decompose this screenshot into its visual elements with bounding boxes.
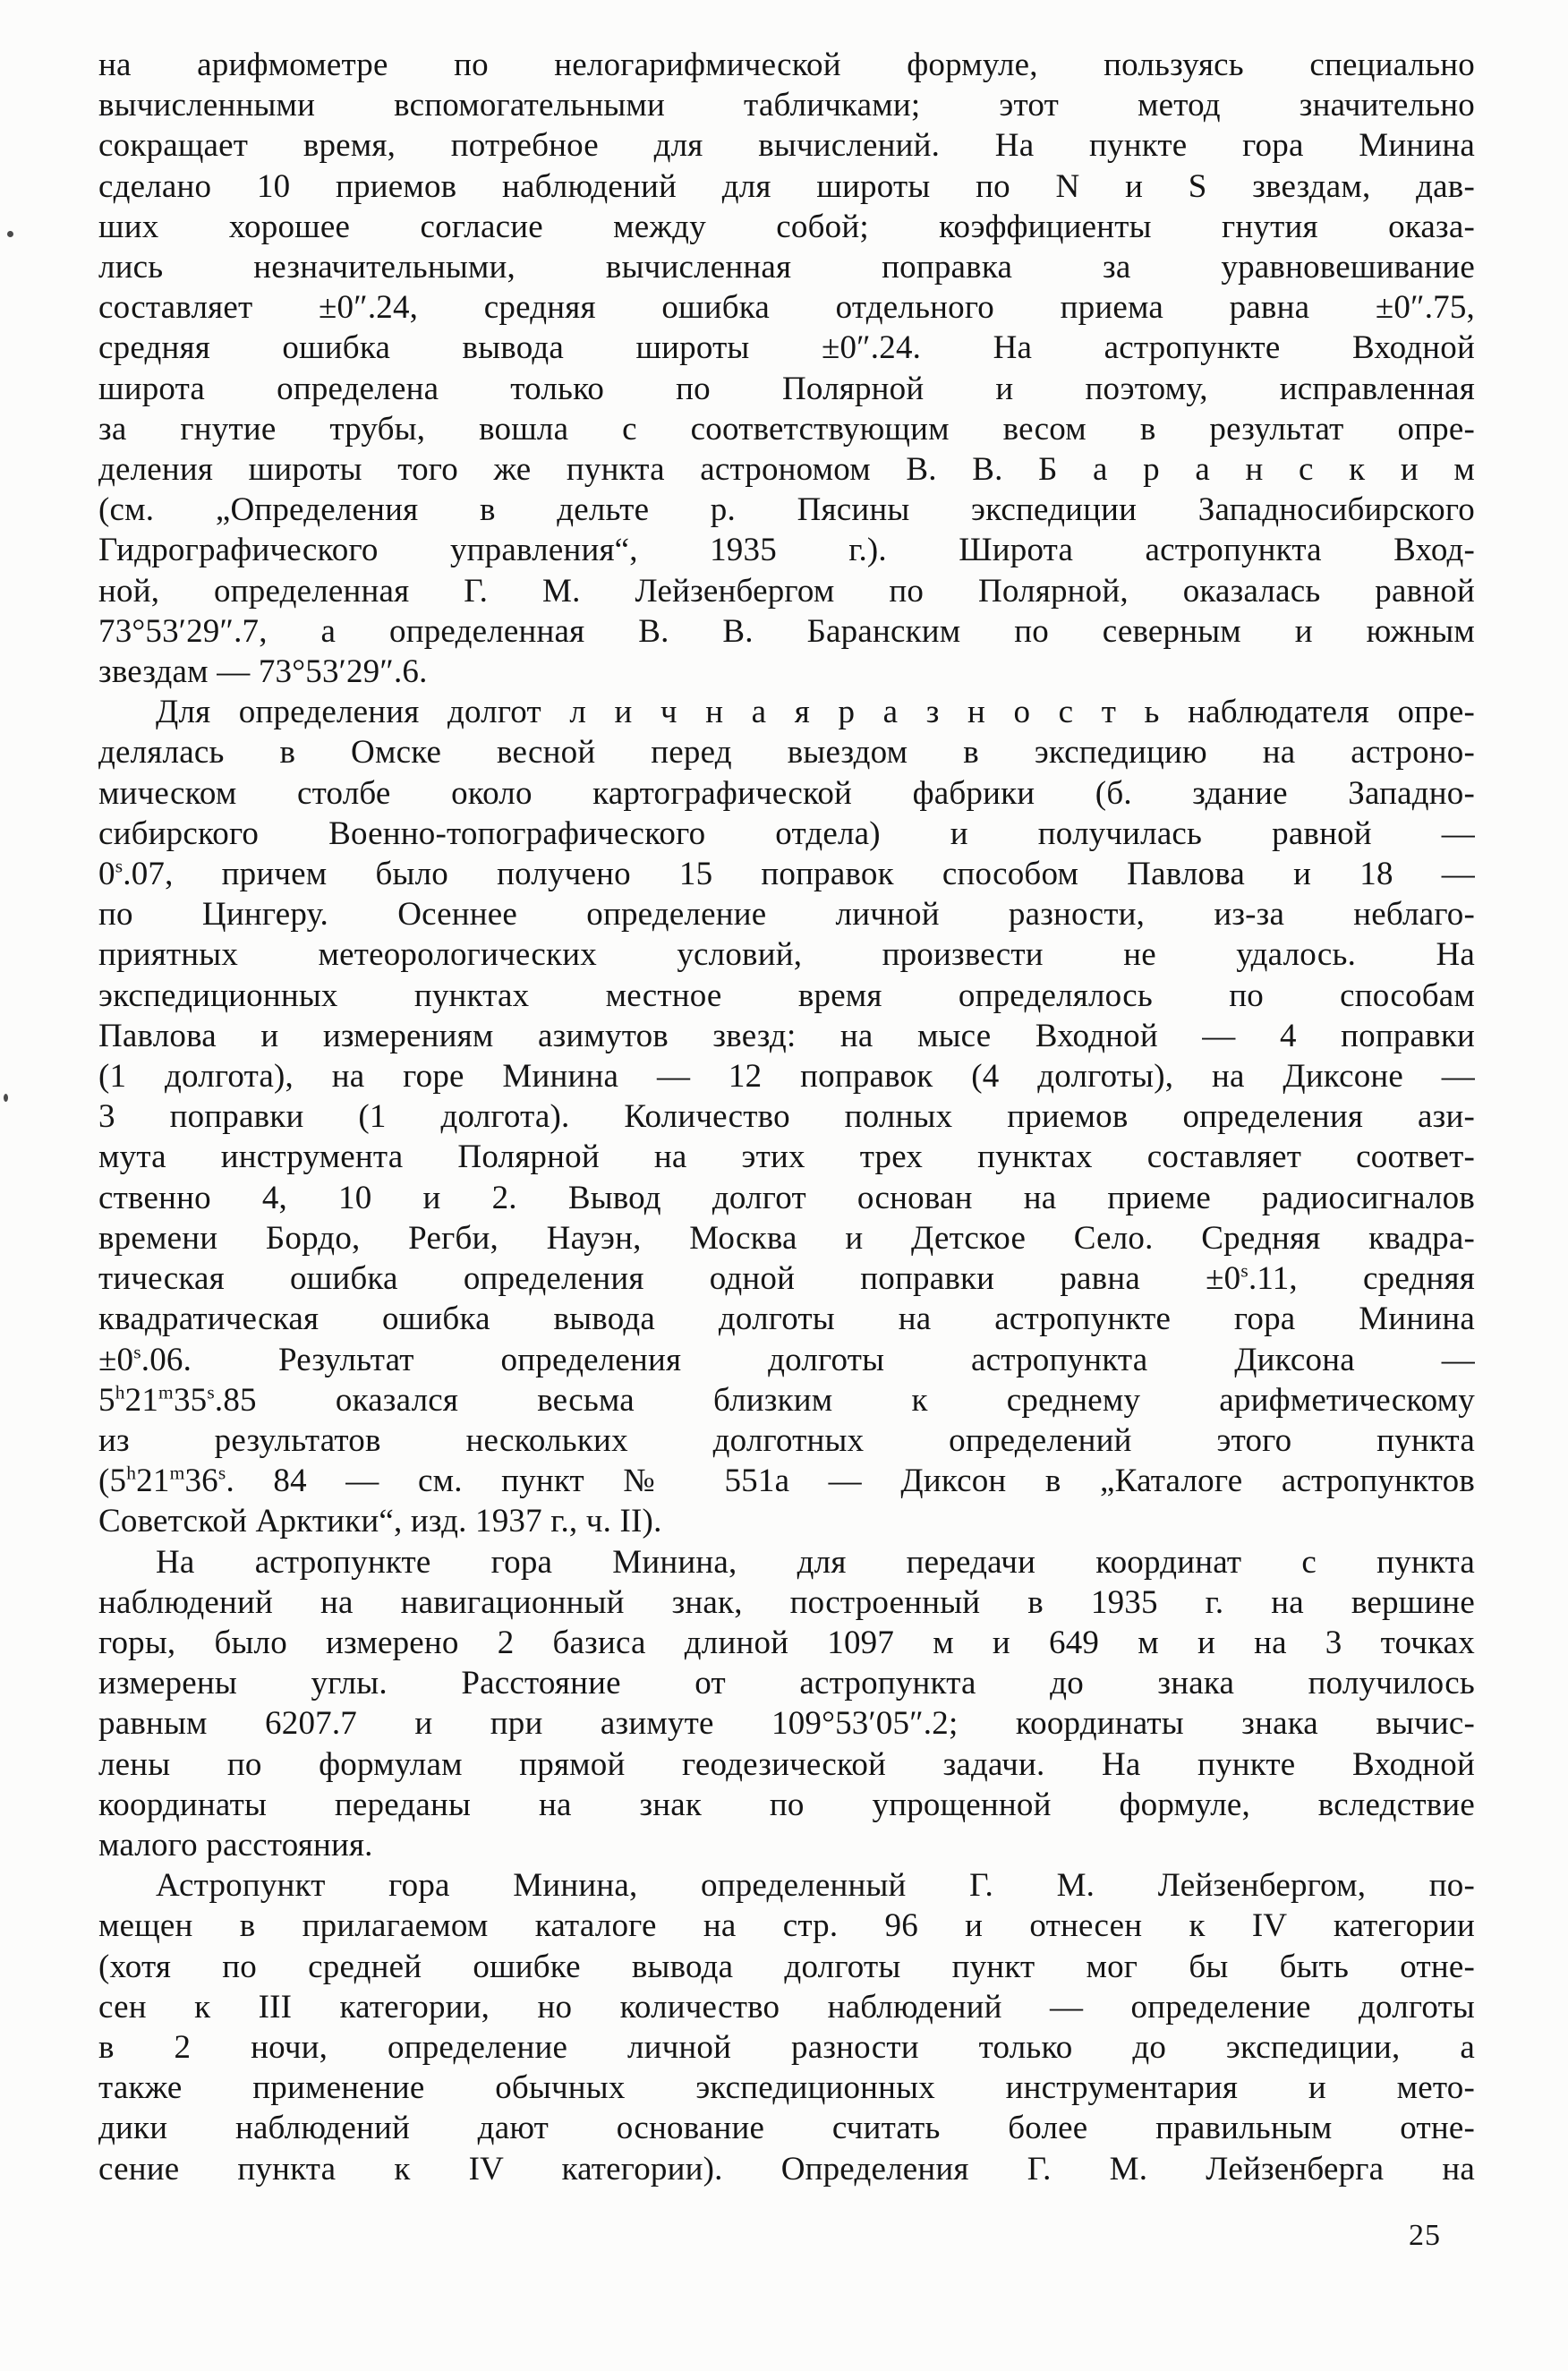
text-line: делялась в Омске весной перед выездом в экспедицию на астроно-	[98, 734, 1475, 772]
paragraph	[98, 45, 1475, 692]
text-line: вычисленными вспомогательными табличками; этот метод значительно	[98, 87, 1475, 124]
text-line: сение пункта к IV категории). Определения Г. М. Лейзенберга на	[98, 2150, 1475, 2188]
text-line: $\pm 0^s.06$. Результат определения долготы астропункта Диксона —	[98, 1341, 1475, 1378]
text-line: (1 долгота), на горе Минина — 12 поправок (4 долготы), на Диксоне —	[98, 1058, 1475, 1096]
text-line: тическая ошибка определения одной поправки равна $\pm 0^s.11$, средняя	[98, 1259, 1475, 1298]
text-line: Гидрографического управления“, 1935 г.). Широта астропункта Вход-	[98, 532, 1475, 569]
text-line: измерены углы. Расстояние от астропункта до знака получилось	[98, 1665, 1475, 1702]
text-line: координаты переданы на знак по упрощенной формуле, вследствие	[98, 1786, 1475, 1823]
text-line: квадратическая ошибка вывода долготы на астропункте гора Минина	[98, 1301, 1475, 1338]
text-line: звездам — 73°53′29″.6.	[98, 653, 428, 691]
text-line: на арифмометре по нелогарифмической формуле, пользуясь специально	[98, 47, 1475, 83]
text-line: горы, было измерено 2 базиса длиной 1097 м и 649 м и на 3 точках	[98, 1624, 1475, 1661]
paragraph	[98, 692, 1475, 1541]
text-line: равным 6207.7 и при азимуте 109°53′05″.2; координаты знака вычис-	[98, 1705, 1475, 1743]
text-line: (хотя по средней ошибке вывода долготы пункт мог бы быть отне-	[98, 1948, 1475, 1985]
text-line: приятных метеорологических условий, произвести не удалось. На	[98, 936, 1475, 974]
text-line: средняя ошибка вывода широты ±0″.24. На астропункте Входной	[98, 329, 1475, 367]
text-line: сибирского Военно-топографического отдела) и получилась равной —	[98, 814, 1475, 852]
text-line: также применение обычных экспедиционных инструментария и мето-	[98, 2069, 1475, 2107]
text-line: времени Бордо, Регби, Науэн, Москва и Детское Село. Средняя квадра-	[98, 1219, 1475, 1257]
text-line: широта определена только по Полярной и поэтому, исправленная	[98, 370, 1475, 407]
paragraph	[98, 1865, 1475, 2189]
text-line: 5$^h$21$^m$35$^s$.85 оказался весьма близким к среднему арифметическому	[98, 1381, 1475, 1419]
text-line: деления широты того же пункта астрономом В. В. Б а р а н с к и м	[98, 451, 1475, 489]
text-line: (5$^h$21$^m$36$^s$. 84 — см. пункт № 551а — Диксон в „Каталоге астропунктов	[98, 1462, 1475, 1500]
paragraph	[98, 1542, 1475, 1866]
text-line: лись незначительными, вычисленная поправка за уравновешивание	[98, 249, 1475, 286]
text-line: сделано 10 приемов наблюдений для широты по N и S звездам, дав-	[98, 167, 1475, 205]
text-line: из результатов нескольких долготных определений этого пункта	[98, 1421, 1475, 1459]
text-line: сокращает время, потребное для вычислений. На пункте гора Минина	[98, 127, 1475, 165]
text-line: в 2 ночи, определение личной разности только до экспедиции, а	[98, 2028, 1475, 2066]
text-line: мута инструмента Полярной на этих трех пунктах составляет соответ-	[98, 1139, 1475, 1176]
text-line: Павлова и измерениям азимутов звезд: на мысе Входной — 4 поправки	[98, 1017, 1475, 1054]
text-line: (см. „Определения в дельте р. Пясины экспедиции Западносибирского	[98, 491, 1475, 529]
page-text-block	[98, 45, 1475, 2189]
text-line: Астропункт гора Минина, определенный Г. М. Лейзенбергом, по-	[156, 1867, 1475, 1905]
page-number: 25	[1409, 2219, 1441, 2252]
scan-speck	[4, 1094, 8, 1102]
text-line: составляет ±0″.24, средняя ошибка отдельного приема равна ±0″.75,	[98, 289, 1475, 327]
text-line: мическом столбе около картографической фабрики (б. здание Западно-	[98, 774, 1475, 812]
text-line: за гнутие трубы, вошла с соответствующим весом в результат опре-	[98, 410, 1475, 448]
text-line: Советской Арктики“, изд. 1937 г., ч. II).	[98, 1503, 662, 1540]
text-line: ших хорошее согласие между собой; коэффициенты гнутия оказа-	[98, 208, 1475, 245]
text-line: по Цингеру. Осеннее определение личной разности, из-за неблаго-	[98, 896, 1475, 934]
text-line: наблюдений на навигационный знак, построенный в 1935 г. на вершине	[98, 1583, 1475, 1621]
text-line: 0$^s$.07, причем было получено 15 поправок способом Павлова и 18 —	[98, 855, 1475, 893]
text-line: Для определения долгот л и ч н а я р а з н о с т ь наблюдателя опре-	[156, 694, 1475, 731]
text-line: 3 поправки (1 долгота). Количество полных приемов определения ази-	[98, 1098, 1475, 1136]
text-line: сен к III категории, но количество наблюдений — определение долготы	[98, 1988, 1475, 2026]
scan-speck	[7, 231, 13, 237]
text-line: ной, определенная Г. М. Лейзенбергом по Полярной, оказалась равной	[98, 572, 1475, 610]
text-line: дики наблюдений дают основание считать более правильным отне-	[98, 2110, 1475, 2147]
text-line: 73°53′29″.7, а определенная В. В. Баранским по северным и южным	[98, 612, 1475, 650]
text-line: лены по формулам прямой геодезической задачи. На пункте Входной	[98, 1745, 1475, 1783]
text-line: ственно 4, 10 и 2. Вывод долгот основан на приеме радиосигналов	[98, 1179, 1475, 1216]
text-line: экспедиционных пунктах местное время определялось по способам	[98, 977, 1475, 1014]
text-line: малого расстояния.	[98, 1826, 373, 1864]
text-line: На астропункте гора Минина, для передачи координат с пункта	[156, 1543, 1475, 1581]
text-line: мещен в прилагаемом каталоге на стр. 96 и отнесен к IV категории	[98, 1907, 1475, 1945]
